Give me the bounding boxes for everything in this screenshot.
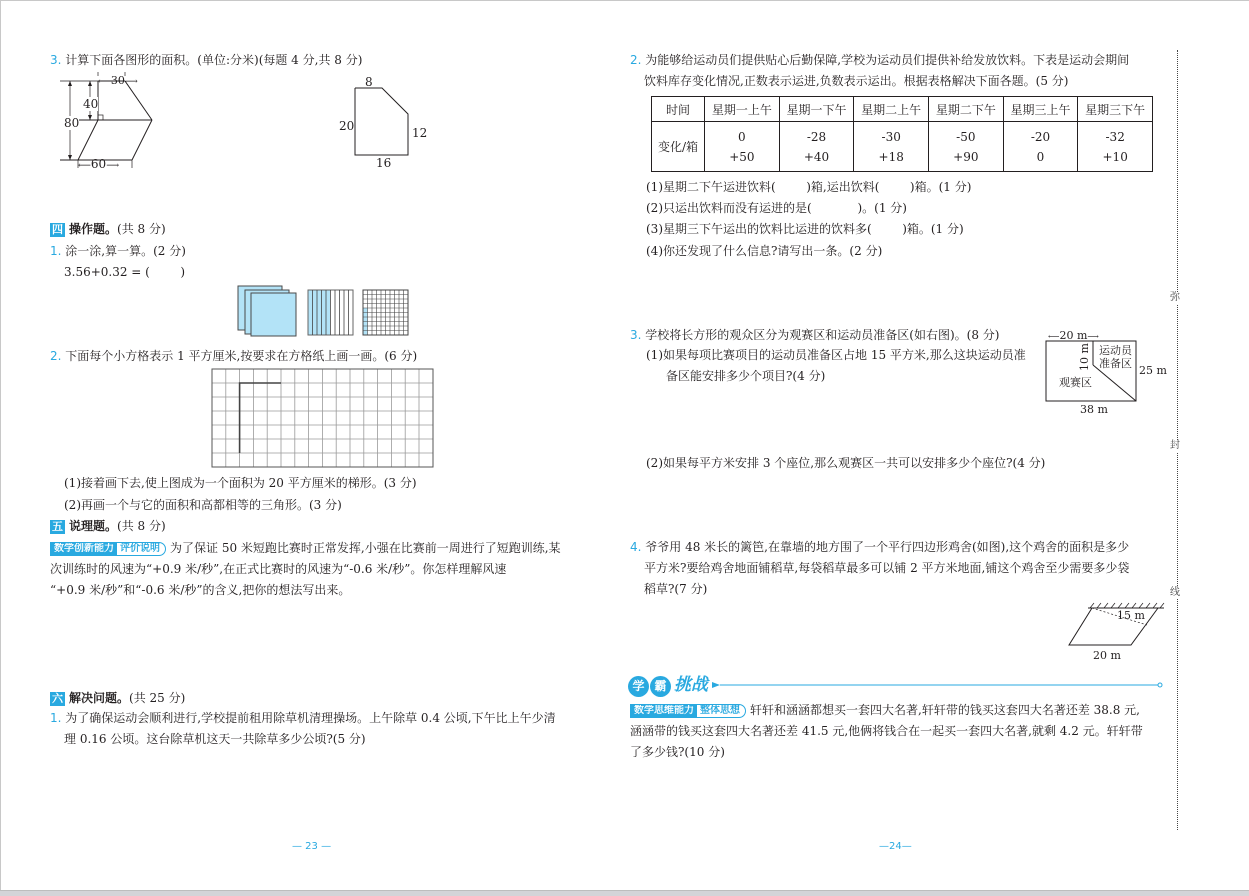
window-bottom-edge — [0, 890, 1249, 896]
s6-question-1 — [50, 708, 556, 750]
text-line: 轩轩和涵涵都想买一套四大名著,轩轩带的钱买这套四大名著还差 38.8 元, — [750, 703, 1140, 717]
fig2-label-left: 20 — [339, 119, 355, 133]
figure-stacked-units — [237, 285, 299, 337]
question-2-area — [630, 50, 1129, 92]
question-number: 4. — [630, 540, 642, 554]
table-header: 星期三上午 — [1003, 97, 1078, 122]
fig2-label-bottom: 16 — [376, 156, 392, 170]
question-3-area — [50, 52, 362, 68]
section-score: (共 25 分) — [129, 691, 186, 705]
question-number: 3. — [50, 53, 62, 67]
table-cell: 0 +50 — [705, 122, 780, 172]
text-line: 涵涵带的钱买这套四大名著还差 41.5 元,他俩将钱合在一起买一套四大名著,就剩 4.2 元。轩轩带 — [630, 724, 1143, 738]
text-line: 稻草?(7 分) — [644, 582, 708, 596]
table-header: 星期一下午 — [779, 97, 854, 122]
section-score: (共 8 分) — [117, 519, 166, 533]
section-5-heading — [50, 518, 166, 534]
challenge-title: 挑战 — [674, 675, 708, 695]
section-title: 操作题。 — [69, 222, 118, 236]
skill-tag — [50, 542, 166, 556]
page-number-left: — 23 — — [292, 841, 332, 852]
s4-question-2 — [50, 348, 417, 364]
challenge-question — [630, 700, 1143, 763]
table-cell: -20 0 — [1003, 122, 1078, 172]
table-header: 星期二上午 — [854, 97, 929, 122]
section-badge: 六 — [52, 692, 63, 705]
text-line: 为能够给运动员们提供贴心后勤保障,学校为运动员们提供补给发放饮料。下表是运动会期间 — [645, 53, 1130, 67]
section-badge: 四 — [52, 223, 63, 236]
figure-hundredths-grid — [363, 290, 409, 336]
figure-pentagon — [355, 88, 415, 158]
question-number: 2. — [50, 349, 62, 363]
inventory-table — [651, 96, 1153, 172]
table-cell: -28 +40 — [779, 122, 854, 172]
q2-sub3: (3)星期三下午运出的饮料比运进的饮料多( )箱。(1 分) — [646, 222, 964, 236]
fig2-label-right: 12 — [412, 126, 428, 140]
text-line: (1)如果每项比赛项目的运动员准备区占地 15 平方米,那么这块运动员准 — [646, 348, 1026, 362]
fig3-zone-viewing: 观赛区 — [1059, 376, 1092, 389]
row-label: 变化/箱 — [652, 122, 705, 172]
question-number: 1. — [50, 711, 62, 725]
challenge-circle: 霸 — [650, 676, 671, 697]
skill-tag-primary: 数学思维能力 — [631, 704, 697, 718]
section-6-heading — [50, 690, 185, 706]
section-title: 说理题。 — [69, 519, 118, 533]
challenge-circle: 学 — [628, 676, 649, 697]
text-line: “+0.9 米/秒”和“-0.6 米/秒”的含义,把你的想法写出来。 — [50, 583, 351, 597]
page-number-right: —24— — [879, 841, 912, 852]
figure-tenths-grid — [308, 290, 354, 336]
figure-chicken-coop — [1068, 600, 1168, 650]
fig3-label-right: 25 m — [1139, 364, 1167, 377]
q2-sub4: (4)你还发现了什么信息?请写出一条。(2 分) — [646, 244, 883, 258]
q2-sub2: (2)只运出饮料而没有运进的是( )。(1 分) — [646, 201, 907, 215]
s4-q2-sub1: (1)接着画下去,使上图成为一个面积为 20 平方厘米的梯形。(3 分) — [64, 476, 417, 490]
text-line: 为了确保运动会顺利进行,学校提前租用除草机清理操场。上午除草 0.4 公顷,下午比上午少清 — [65, 711, 556, 725]
text-line: 次训练时的风速为“+0.9 米/秒”,在正式比赛时的风速为“-0.6 米/秒”。你怎样理解风速 — [50, 562, 507, 576]
q2-sub1: (1)星期二下午运进饮料( )箱,运出饮料( )箱。(1 分) — [646, 180, 972, 194]
section-badge: 五 — [52, 520, 63, 533]
table-header: 星期二下午 — [929, 97, 1004, 122]
fig3-label-height: 10 m — [1078, 343, 1091, 371]
challenge-banner — [628, 670, 708, 697]
question-text: 学校将长方形的观众区分为观赛区和运动员准备区(如右图)。(8 分) — [645, 328, 1000, 342]
question-text: 涂一涂,算一算。(2 分) — [65, 244, 186, 258]
binding-char: 封 — [1170, 440, 1180, 451]
question-text: 下面每个小方格表示 1 平方厘米,按要求在方格纸上画一画。(6 分) — [65, 349, 418, 363]
q3-sub1 — [646, 345, 1026, 387]
fig3-label-bottom: 38 m — [1080, 403, 1108, 416]
question-number: 3. — [630, 328, 642, 342]
question-number: 2. — [630, 53, 642, 67]
question-text: 计算下面各图形的面积。(单位:分米)(每题 4 分,共 8 分) — [65, 53, 363, 67]
grid-paper[interactable] — [212, 369, 434, 468]
table-cell: -30 +18 — [854, 122, 929, 172]
fig2-label-top: 8 — [365, 75, 373, 89]
skill-tag-secondary: 整体思想 — [700, 704, 740, 716]
skill-tag — [630, 704, 746, 718]
challenge-rule — [712, 682, 1164, 688]
text-line: 理 0.16 公顷。这台除草机这天一共除草多少公顷?(5 分) — [64, 732, 366, 746]
s4-question-1 — [50, 243, 186, 259]
table-cell: -32 +10 — [1078, 122, 1153, 172]
table-header-row — [652, 97, 1153, 122]
text-line: 了多少钱?(10 分) — [630, 745, 725, 759]
table-row — [652, 122, 1153, 172]
table-header: 星期一上午 — [705, 97, 780, 122]
fig1-label-bottom: ⟵60⟶ — [78, 157, 120, 171]
q3-sub2: (2)如果每平方米安排 3 个座位,那么观赛区一共可以安排多少个座位?(4 分) — [646, 456, 1046, 470]
text-line: 平方米?要给鸡舍地面铺稻草,每袋稻草最多可以铺 2 平方米地面,铺这个鸡舍至少需要多少袋 — [644, 561, 1130, 575]
binding-char: 线 — [1170, 587, 1180, 598]
fig3-zone-prep: 运动员 准备区 — [1099, 344, 1132, 370]
fig4-label-height: 15 m — [1117, 609, 1145, 622]
section-score: (共 8 分) — [117, 222, 166, 236]
text-line: 爷爷用 48 米长的篱笆,在靠墙的地方围了一个平行四边形鸡舍(如图),这个鸡舍的面积是多少 — [645, 540, 1130, 554]
table-cell: -50 +90 — [929, 122, 1004, 172]
fig3-label-top: ⟵20 m⟶ — [1048, 329, 1099, 342]
binding-char: 弥 — [1170, 292, 1180, 303]
s5-reasoning-question — [50, 538, 585, 601]
fig1-label-total-height: 80 — [64, 116, 80, 130]
question-4-area — [630, 537, 1129, 600]
skill-tag-primary: 数学创新能力 — [51, 542, 117, 556]
table-header: 星期三下午 — [1078, 97, 1153, 122]
fig4-label-base: 20 m — [1093, 649, 1121, 662]
fig1-label-top: ⟵30⟶ — [98, 74, 138, 87]
skill-tag-secondary: 评价说明 — [120, 542, 160, 554]
table-header: 时间 — [652, 97, 705, 122]
text-line: 备区能安排多少个项目?(4 分) — [666, 369, 826, 383]
question-3-area — [630, 327, 999, 343]
text-line: 饮料库存变化情况,正数表示运进,负数表示运出。根据表格解决下面各题。(5 分) — [644, 74, 1069, 88]
s4-q1-expression: 3.56+0.32 = ( ) — [64, 265, 186, 279]
text-line: 为了保证 50 米短跑比赛时正常发挥,小强在比赛前一周进行了短跑训练,某 — [170, 541, 561, 555]
s4-q2-sub2: (2)再画一个与它的面积和高都相等的三角形。(3 分) — [64, 498, 342, 512]
question-number: 1. — [50, 244, 62, 258]
section-title: 解决问题。 — [69, 691, 130, 705]
fig1-label-inner-height: 40 — [83, 97, 99, 111]
section-4-heading — [50, 221, 166, 237]
